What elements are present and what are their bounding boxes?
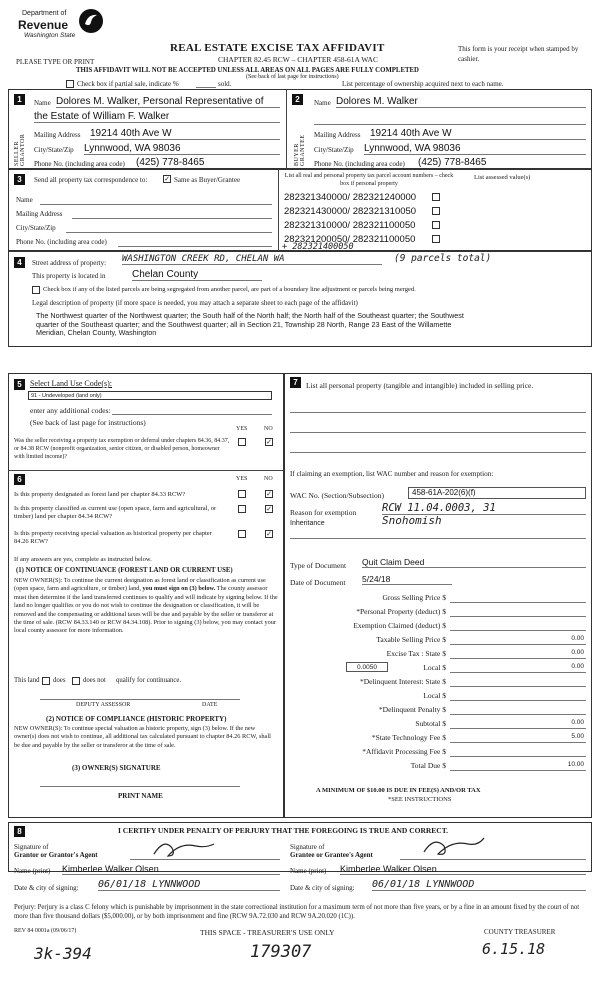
current-use-yes-checkbox[interactable]: [238, 505, 246, 513]
treasurer-space-label: THIS SPACE - TREASURER'S USE ONLY: [200, 928, 335, 937]
notice-compliance-body: NEW OWNER(S): To continue special valuation as historic property, sign (3) below. If the new owner(s) does not wish to continue, all additional tax calculated pursuant to chapter 84.26 RCW, shall be due and payable by the seller or transferor at the time of sale.: [14, 725, 271, 749]
land-use-select[interactable]: [28, 391, 272, 400]
certify-statement: I CERTIFY UNDER PENALTY OF PERJURY THAT THE FOREGOING IS TRUE AND CORRECT.: [118, 826, 449, 835]
dor-swirl-icon: [78, 8, 104, 34]
personal-property-line3[interactable]: [290, 452, 586, 453]
calc-row-9: [290, 705, 586, 717]
local-rate-box[interactable]: 0.0050: [346, 662, 388, 672]
personal-property-checkbox-1[interactable]: [432, 193, 440, 201]
section-4-number: 4: [14, 257, 25, 268]
calc-row-8: [290, 691, 586, 703]
perjury-notice: Perjury: Perjury is a class C felony which is punishable by imprisonment in the state correctional institution for a maximum term of not more than five years, or by a fine in an amount fixed by the court of not more than five thousand dollars ($5,000.00), or by both imprisonment and fine (RCW 9A.72.030 and RCW 9A.20.020 (1C)).: [14, 904, 580, 920]
does-label: does: [53, 677, 66, 684]
calc-label-7: *Delinquent Interest: State $: [359, 677, 446, 686]
grantor-date-label: Date & city of signing:: [14, 884, 79, 892]
corr-address-field[interactable]: [72, 218, 272, 219]
section-5-number: 5: [14, 379, 25, 390]
calc-label-1: Gross Selling Price $: [382, 593, 446, 602]
grantor-name-field[interactable]: Kimberlee Walker Olsen: [62, 864, 280, 875]
exemption-no-checkbox[interactable]: ✓: [266, 438, 272, 446]
calc-field-5[interactable]: [450, 658, 586, 659]
calc-label-9: *Delinquent Penalty $: [378, 705, 446, 714]
seller-phone-label: Phone No. (including area code): [34, 160, 125, 168]
parcel-1: 282321340000: [284, 192, 348, 203]
calc-label-3: Exemption Claimed (deduct) $: [353, 621, 446, 630]
corr-phone-label: Phone No. (including area code): [16, 238, 107, 246]
section-3-number: 3: [14, 174, 25, 185]
calc-value-11: 5.00: [571, 733, 584, 740]
seller-address-label: Mailing Address: [34, 131, 81, 139]
corr-phone-field[interactable]: [118, 246, 272, 247]
exemption-question: Was the seller receiving a property tax exemption or deferral under chapters 84.36, 84.37, or 84.38 RCW (nonprofit organization, senior citizen, or disabled person, homeowner with limited income)?: [14, 438, 230, 460]
owner-signature-line[interactable]: [40, 786, 240, 787]
calc-label-11: *State Technology Fee $: [371, 733, 446, 742]
partial-sale-percent[interactable]: [196, 87, 216, 88]
personal-property-checkbox-3[interactable]: [432, 221, 440, 229]
wac-label: WAC No. (Section/Subsection): [290, 491, 384, 500]
grantee-signature-mark: [418, 832, 488, 862]
additional-codes-field[interactable]: [112, 414, 272, 415]
calc-row-10: [290, 719, 586, 731]
calc-value-13: 10.00: [567, 761, 584, 768]
calc-value-5: 0.00: [571, 649, 584, 656]
does-not-label: does not: [83, 677, 106, 684]
does-qualify-checkbox[interactable]: [42, 677, 50, 685]
seller-phone-field[interactable]: (425) 778-8465: [136, 157, 205, 168]
county-label: This property is located in: [32, 272, 106, 280]
reason-label: Reason for exemption: [290, 508, 357, 517]
street-address-field[interactable]: WASHINGTON CREEK RD, CHELAN WA: [122, 254, 382, 265]
buyer-name-field[interactable]: Dolores M. Walker: [336, 96, 586, 108]
seller-city-field[interactable]: Lynnwood, WA 98036: [84, 143, 280, 155]
parcel-6: 282321100050: [352, 220, 416, 231]
street-address-label: Street address of property:: [32, 259, 107, 267]
current-use-question: Is this property classified as current use (open space, farm and agricultural, or timber) land per chapter 84.34 RCW?: [14, 505, 217, 520]
parcel-row-4[interactable]: 282321200050/ 282321100050: [284, 234, 416, 245]
notice-continuance-text2: The county assessor must then determine if the land transferred continues to qualify and will indicate by signing below. If the land no longer qualifies or you do not wish to continue the designation or classification, it will be removed and the compensating or additional taxes will be due and payable by the seller or transferor at the time of sale. (RCW 84.33.140 or RCW 84.34.108). Prior to signing (3) below, you may contact your local county assessor for more information.: [14, 585, 278, 635]
section-2-number: 2: [292, 94, 303, 105]
calc-label-2: *Personal Property (deduct) $: [356, 607, 446, 616]
calc-field-13[interactable]: [450, 770, 586, 771]
calc-label-13: Total Due $: [410, 761, 446, 770]
grantee-sig-label2: Grantee or Grantee's Agent: [290, 851, 373, 859]
doc-type-label: Type of Document: [290, 561, 347, 570]
see-back-note: (See back of last page for instructions): [246, 74, 339, 80]
grantee-name-field[interactable]: Kimberlee Walker Olsen: [340, 864, 586, 875]
calc-field-8[interactable]: [450, 700, 586, 701]
section-1-number: 1: [14, 94, 25, 105]
minimum-due-note: A MINIMUM OF $10.00 IS DUE IN FEE(S) AND/OR TAX: [316, 787, 481, 794]
personal-property-line1[interactable]: [290, 412, 586, 413]
corr-address-label: Mailing Address: [16, 210, 63, 218]
if-yes-note: If any answers are yes, complete as instructed below.: [14, 556, 152, 563]
section-6-number: 6: [14, 474, 25, 485]
form-title: REAL ESTATE EXCISE TAX AFFIDAVIT: [170, 42, 385, 54]
wac-value: 458-61A-202(6)(f): [412, 488, 476, 497]
form-chapter: CHAPTER 82.45 RCW – CHAPTER 458-61A WAC: [218, 55, 378, 64]
buyer-city-field[interactable]: Lynnwood, WA 98036: [364, 143, 586, 155]
buyer-name-line2[interactable]: [314, 124, 586, 125]
land-use-no-header: NO: [264, 426, 273, 432]
county-treasurer-label: COUNTY TREASURER: [484, 928, 556, 936]
calc-label-6: Local $: [423, 663, 446, 672]
print-name-label: PRINT NAME: [118, 792, 163, 800]
personal-property-title: List all personal property (tangible and intangible) included in selling price.: [306, 381, 534, 390]
parcel-row-1[interactable]: 282321340000/ 282321240000: [284, 192, 417, 203]
rev-number: REV 84 0001a (09/06/17): [14, 928, 77, 934]
parcel-3: 282321430000: [284, 206, 348, 217]
handwritten-ref-right: 6.15.18: [482, 940, 546, 958]
notice-continuance-bold: you must sign on (3) below.: [142, 585, 216, 593]
grantor-signature-mark: [150, 836, 220, 862]
grantee-sig-label1: Signature of: [290, 843, 325, 851]
corr-name-label: Name: [16, 196, 33, 204]
calc-field-1[interactable]: [450, 602, 586, 603]
forest-no-checkbox[interactable]: ✓: [266, 490, 272, 498]
calc-row-13: [290, 761, 586, 773]
corr-city-label: City/State/Zip: [16, 224, 56, 232]
dor-logo: [14, 8, 110, 48]
section-7-number: 7: [290, 377, 301, 388]
see-instructions-note: *SEE INSTRUCTIONS: [388, 796, 452, 803]
sold-label: sold.: [218, 80, 232, 88]
calc-row-7: [290, 677, 586, 689]
notice-continuance-text1: NEW OWNER(S): To continue the current designation as forest land or classification as current use (open space, farm and agriculture, or timber) land,: [14, 577, 266, 593]
dept-line3: Washington State: [24, 32, 76, 39]
extra-parcel-handwritten: + 282321400050: [282, 242, 354, 252]
exemption-yes-checkbox[interactable]: [238, 438, 246, 446]
same-as-buyer-checkbox[interactable]: ✓: [164, 175, 170, 183]
buyer-side-label: BUYER GRANTEE: [294, 134, 306, 166]
exemption-claim-label: If claiming an exemption, list WAC number and reason for exemption:: [290, 470, 494, 478]
calc-label-8: Local $: [423, 691, 446, 700]
parcel-2: 282321240000: [352, 192, 417, 203]
calc-field-2[interactable]: [450, 616, 586, 617]
reason-line2: Inheritance: [290, 520, 325, 527]
wac-field[interactable]: [408, 487, 586, 499]
doc-date-field[interactable]: 5/24/18: [362, 574, 452, 585]
assessed-header: List assessed value(s): [474, 174, 531, 181]
s6-yes-header: YES: [236, 476, 248, 482]
handwritten-ref-mid: 179307: [250, 942, 312, 962]
land-use-title: Select Land Use Code(s):: [30, 379, 112, 388]
segregated-label: Check box if any of the listed parcels are being segregated from another parcel, are part of a boundary line adjustment or parcels being merged.: [43, 286, 416, 293]
deputy-assessor-label: DEPUTY ASSESSOR: [76, 702, 131, 708]
please-type: PLEASE TYPE OR PRINT: [16, 58, 95, 66]
buyer-phone-field[interactable]: (425) 778-8465: [418, 157, 487, 168]
grantor-date-field[interactable]: 06/01/18 LYNNWOOD: [98, 879, 280, 891]
grantor-sig-label2: Grantor or Grantor's Agent: [14, 851, 98, 859]
calc-field-3[interactable]: [450, 630, 586, 631]
deputy-assessor-line[interactable]: [40, 699, 240, 700]
doc-type-field[interactable]: Quit Claim Deed: [362, 557, 586, 568]
parcel-header: List all real and personal property tax parcel account numbers – check box if personal property: [284, 173, 454, 187]
calc-field-4[interactable]: [450, 644, 586, 645]
historic-question: Is this property receiving special valuation as historical property per chapter 84.26 RCW?: [14, 530, 212, 545]
grantee-name-label: Name (print): [290, 867, 327, 875]
notice-continuance-body: [14, 577, 278, 636]
seller-side-label: SELLER GRANTOR: [14, 133, 26, 166]
historic-no-checkbox[interactable]: ✓: [266, 530, 272, 538]
calc-row-5: [290, 649, 586, 661]
calc-value-4: 0.00: [571, 635, 584, 642]
send-correspondence-label: Send all property tax correspondence to:: [34, 176, 148, 184]
this-land-label: This land: [14, 677, 40, 684]
handwritten-ref-left: 3k-394: [34, 944, 92, 963]
calc-row-3: [290, 621, 586, 633]
calc-field-11[interactable]: [450, 742, 586, 743]
personal-property-checkbox-4[interactable]: [432, 235, 440, 243]
personal-property-checkbox-2[interactable]: [432, 207, 440, 215]
owner-signature-label: (3) OWNER(S) SIGNATURE: [72, 764, 161, 772]
calc-value-6: 0.00: [571, 663, 584, 670]
calc-row-4: [290, 635, 586, 647]
county-field[interactable]: Chelan County: [132, 269, 262, 281]
parcel-count-note: (9 parcels total): [394, 253, 492, 264]
calc-label-12: *Affidavit Processing Fee $: [362, 747, 446, 756]
buyer-address-field[interactable]: 19214 40th Ave W: [370, 128, 586, 140]
grantor-name-label: Name (print): [14, 867, 51, 875]
corr-city-field[interactable]: [66, 232, 272, 233]
current-use-no-checkbox[interactable]: ✓: [266, 505, 272, 513]
calc-row-2: [290, 607, 586, 619]
notice-compliance-title: (2) NOTICE OF COMPLIANCE (HISTORIC PROPERTY): [46, 715, 227, 723]
buyer-city-label: City/State/Zip: [314, 146, 354, 154]
personal-property-line2[interactable]: [290, 432, 586, 433]
grantee-date-label: Date & city of signing:: [290, 884, 355, 892]
seller-name-line2[interactable]: the Estate of William F. Walker: [34, 111, 280, 123]
reason-field[interactable]: RCW 11.04.0003, 31: [382, 502, 586, 515]
buyer-address-label: Mailing Address: [314, 131, 361, 139]
receipt-note: This form is your receipt when stamped by cashier.: [458, 45, 579, 63]
segregated-checkbox[interactable]: [32, 286, 40, 294]
forest-yes-checkbox[interactable]: [238, 490, 246, 498]
grantee-date-field[interactable]: 06/01/18 LYNNWOOD: [372, 879, 586, 891]
calc-row-11: [290, 733, 586, 745]
calc-field-7[interactable]: [450, 686, 586, 687]
calc-value-10: 0.00: [571, 719, 584, 726]
seller-name-line1[interactable]: Dolores M. Walker, Personal Representative of: [56, 96, 280, 108]
land-use-selected: 91 - Undeveloped (land only): [31, 393, 102, 399]
reason-extra-handwritten: Snohomish: [382, 514, 442, 527]
buyer-name-label: Name: [314, 99, 331, 107]
qualify-label: qualify for continuance.: [116, 677, 182, 684]
buyer-phone-label: Phone No. (including area code): [314, 160, 405, 168]
doc-date-label: Date of Document: [290, 578, 346, 587]
seller-city-label: City/State/Zip: [34, 146, 74, 154]
deputy-date-label: DATE: [202, 702, 218, 708]
calc-label-5: Excise Tax : State $: [386, 649, 446, 658]
land-use-yes-header: YES: [236, 426, 248, 432]
partial-sale-checkbox[interactable]: [66, 80, 74, 88]
legal-description-label: Legal description of property (if more space is needed, you may attach a separate sheet to each page of the affidavit): [32, 299, 358, 307]
calc-field-6[interactable]: [450, 672, 586, 673]
calc-label-10: Subtotal $: [415, 719, 446, 728]
calc-field-10[interactable]: [450, 728, 586, 729]
calc-field-9[interactable]: [450, 714, 586, 715]
historic-yes-checkbox[interactable]: [238, 530, 246, 538]
s6-no-header: NO: [264, 476, 273, 482]
parcel-row-3[interactable]: 282321310000/ 282321100050: [284, 220, 416, 231]
same-as-buyer-label: Same as Buyer/Grantee: [174, 176, 241, 184]
section-8-number: 8: [14, 826, 25, 837]
fully-completed-warning: THIS AFFIDAVIT WILL NOT BE ACCEPTED UNLESS ALL AREAS ON ALL PAGES ARE FULLY COMPLETED: [76, 67, 419, 74]
parcel-4: 282321310050: [352, 206, 417, 217]
parcel-7: 282321200050: [284, 234, 348, 245]
calc-row-1: [290, 593, 586, 605]
partial-sale-label: Check box if partial sale, indicate %: [77, 80, 179, 88]
dept-line2: Revenue: [18, 18, 69, 32]
ownership-label: List percentage of ownership acquired next to each name.: [342, 80, 504, 88]
grantor-sig-label1: Signature of: [14, 843, 49, 851]
parcel-8: 282321100050: [352, 234, 416, 245]
parcel-row-2[interactable]: 282321430000/ 282321310050: [284, 206, 417, 217]
calc-field-12[interactable]: [450, 756, 586, 757]
seller-name-label: Name: [34, 99, 51, 107]
forest-land-question: Is this property designated as forest land per chapter 84.33 RCW?: [14, 491, 186, 498]
land-use-see-back: (See back of last page for instructions): [30, 418, 146, 427]
legal-description-field[interactable]: The Northwest quarter of the Northwest quarter; the South half of the North half; the North half of the Southeast quarter; the Southwest quarter of the Southeast quarter; and the Southwest quarter; all in Section 21, Township 28 North, Range 23 East of the Willamette Meridian, Chelan County, Washington: [36, 311, 464, 337]
calc-row-6: [290, 663, 586, 675]
additional-codes-label: enter any additional codes:: [30, 406, 111, 415]
corr-name-field[interactable]: [40, 204, 272, 205]
seller-address-field[interactable]: 19214 40th Ave W: [90, 128, 280, 140]
parcel-5: 282321310000: [284, 220, 348, 231]
notice-continuance-title: (1) NOTICE OF CONTINUANCE (FOREST LAND OR CURRENT USE): [16, 567, 233, 574]
does-not-qualify-checkbox[interactable]: [72, 677, 80, 685]
dept-line1: Department of: [22, 10, 67, 17]
calc-row-12: [290, 747, 586, 759]
reason-line3[interactable]: [290, 538, 586, 539]
calc-label-4: Taxable Selling Price $: [376, 635, 446, 644]
